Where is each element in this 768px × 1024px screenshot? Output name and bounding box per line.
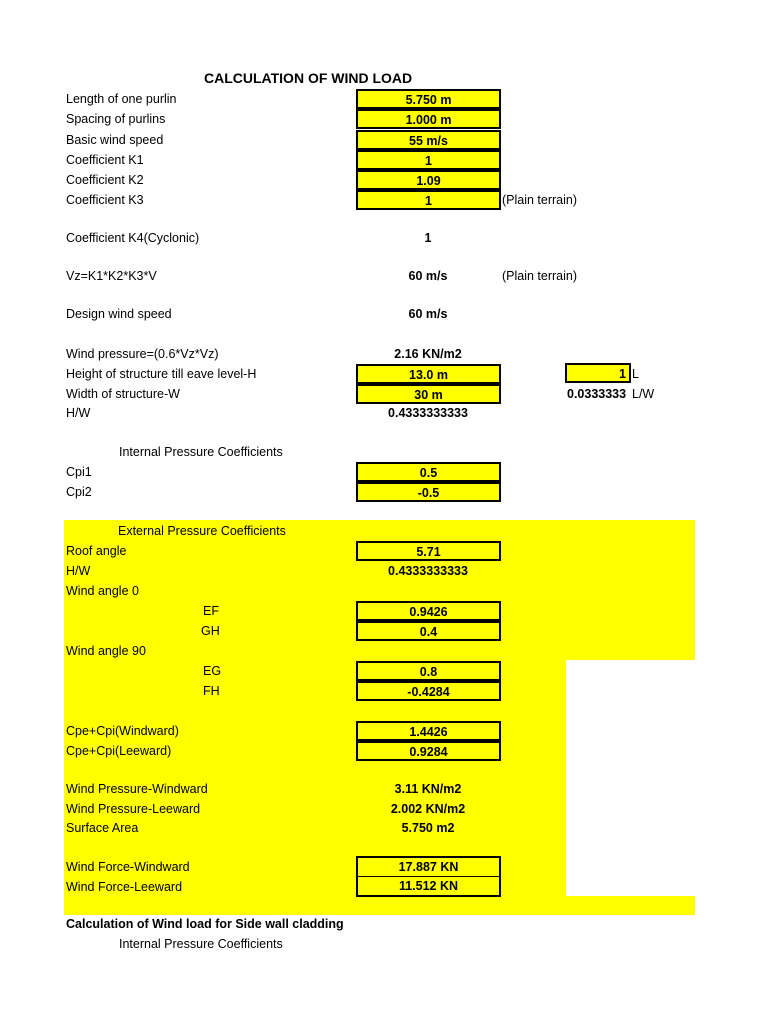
width-label: Width of structure-W — [66, 387, 180, 401]
wind-angle-90-label: Wind angle 90 — [66, 644, 146, 658]
fh-cell[interactable]: -0.4284 — [356, 681, 501, 701]
vz-note: (Plain terrain) — [502, 269, 578, 283]
ext-hw-value: 0.4333333333 — [388, 564, 468, 578]
design-speed-value: 60 m/s — [408, 307, 448, 321]
gh-label: GH — [201, 624, 220, 638]
external-heading: External Pressure Coefficients — [118, 524, 286, 538]
hw-value: 0.4333333333 — [388, 406, 468, 420]
width-cell[interactable]: 30 m — [356, 384, 501, 404]
length-label: L — [632, 367, 639, 381]
wf-leeward-label: Wind Force-Leeward — [66, 880, 183, 894]
purlin-length-cell[interactable]: 5.750 m — [356, 89, 501, 109]
cpi1-label: Cpi1 — [66, 465, 92, 479]
purlin-length-label: Length of one purlin — [66, 92, 177, 106]
wp-windward-label: Wind Pressure-Windward — [66, 782, 208, 796]
wf-windward-label: Wind Force-Windward — [66, 860, 190, 874]
side-wall-heading: Calculation of Wind load for Side wall cladding — [66, 917, 344, 931]
spacing-label: Spacing of purlins — [66, 112, 166, 126]
basic-speed-cell[interactable]: 55 m/s — [356, 130, 501, 150]
cpe-windward-label: Cpe+Cpi(Windward) — [66, 724, 179, 738]
cpi2-label: Cpi2 — [66, 485, 92, 499]
height-label: Height of structure till eave level-H — [66, 367, 257, 381]
cpe-leeward-label: Cpe+Cpi(Leeward) — [66, 744, 172, 758]
k3-note: (Plain terrain) — [502, 193, 578, 207]
k1-cell[interactable]: 1 — [356, 150, 501, 170]
side-wall-internal-heading: Internal Pressure Coefficients — [119, 937, 283, 951]
k4-label: Coefficient K4(Cyclonic) — [66, 231, 200, 245]
k3-label: Coefficient K3 — [66, 193, 144, 207]
cpi1-cell[interactable]: 0.5 — [356, 462, 501, 482]
eg-cell[interactable]: 0.8 — [356, 661, 501, 681]
k2-cell[interactable]: 1.09 — [356, 170, 501, 190]
external-section-highlight-bottom — [64, 896, 695, 915]
page-title: CALCULATION OF WIND LOAD — [204, 70, 413, 86]
eg-label: EG — [203, 664, 222, 678]
height-cell[interactable]: 13.0 m — [356, 364, 501, 384]
hw-label: H/W — [66, 406, 91, 420]
fh-label: FH — [203, 684, 220, 698]
gh-cell[interactable]: 0.4 — [356, 621, 501, 641]
k2-label: Coefficient K2 — [66, 173, 144, 187]
wp-leeward-label: Wind Pressure-Leeward — [66, 802, 201, 816]
internal-heading: Internal Pressure Coefficients — [119, 445, 283, 459]
vz-value: 60 m/s — [408, 269, 448, 283]
lw-label: L/W — [632, 387, 655, 401]
ext-hw-label: H/W — [66, 564, 91, 578]
design-speed-label: Design wind speed — [66, 307, 172, 321]
surface-area-value: 5.750 m2 — [401, 821, 455, 835]
wf-leeward-cell[interactable]: 11.512 KN — [356, 876, 501, 897]
cpe-windward-cell[interactable]: 1.4426 — [356, 721, 501, 741]
lw-value: 0.0333333 — [567, 387, 627, 401]
wp-leeward-value: 2.002 KN/m2 — [390, 802, 466, 816]
k1-label: Coefficient K1 — [66, 153, 144, 167]
roof-angle-label: Roof angle — [66, 544, 127, 558]
surface-area-label: Surface Area — [66, 821, 139, 835]
wp-windward-value: 3.11 KN/m2 — [394, 782, 462, 796]
spacing-cell[interactable]: 1.000 m — [356, 109, 501, 129]
cpe-leeward-cell[interactable]: 0.9284 — [356, 741, 501, 761]
vz-label: Vz=K1*K2*K3*V — [66, 269, 157, 283]
wf-windward-cell[interactable]: 17.887 KN — [356, 856, 501, 877]
ef-label: EF — [203, 604, 219, 618]
roof-angle-cell[interactable]: 5.71 — [356, 541, 501, 561]
k4-value: 1 — [424, 231, 432, 245]
wind-angle-0-label: Wind angle 0 — [66, 584, 139, 598]
length-cell[interactable]: 1 — [565, 363, 631, 383]
ef-cell[interactable]: 0.9426 — [356, 601, 501, 621]
pressure-label: Wind pressure=(0.6*Vz*Vz) — [66, 347, 219, 361]
pressure-value: 2.16 KN/m2 — [394, 347, 462, 361]
cpi2-cell[interactable]: -0.5 — [356, 482, 501, 502]
k3-cell[interactable]: 1 — [356, 190, 501, 210]
basic-speed-label: Basic wind speed — [66, 133, 164, 147]
